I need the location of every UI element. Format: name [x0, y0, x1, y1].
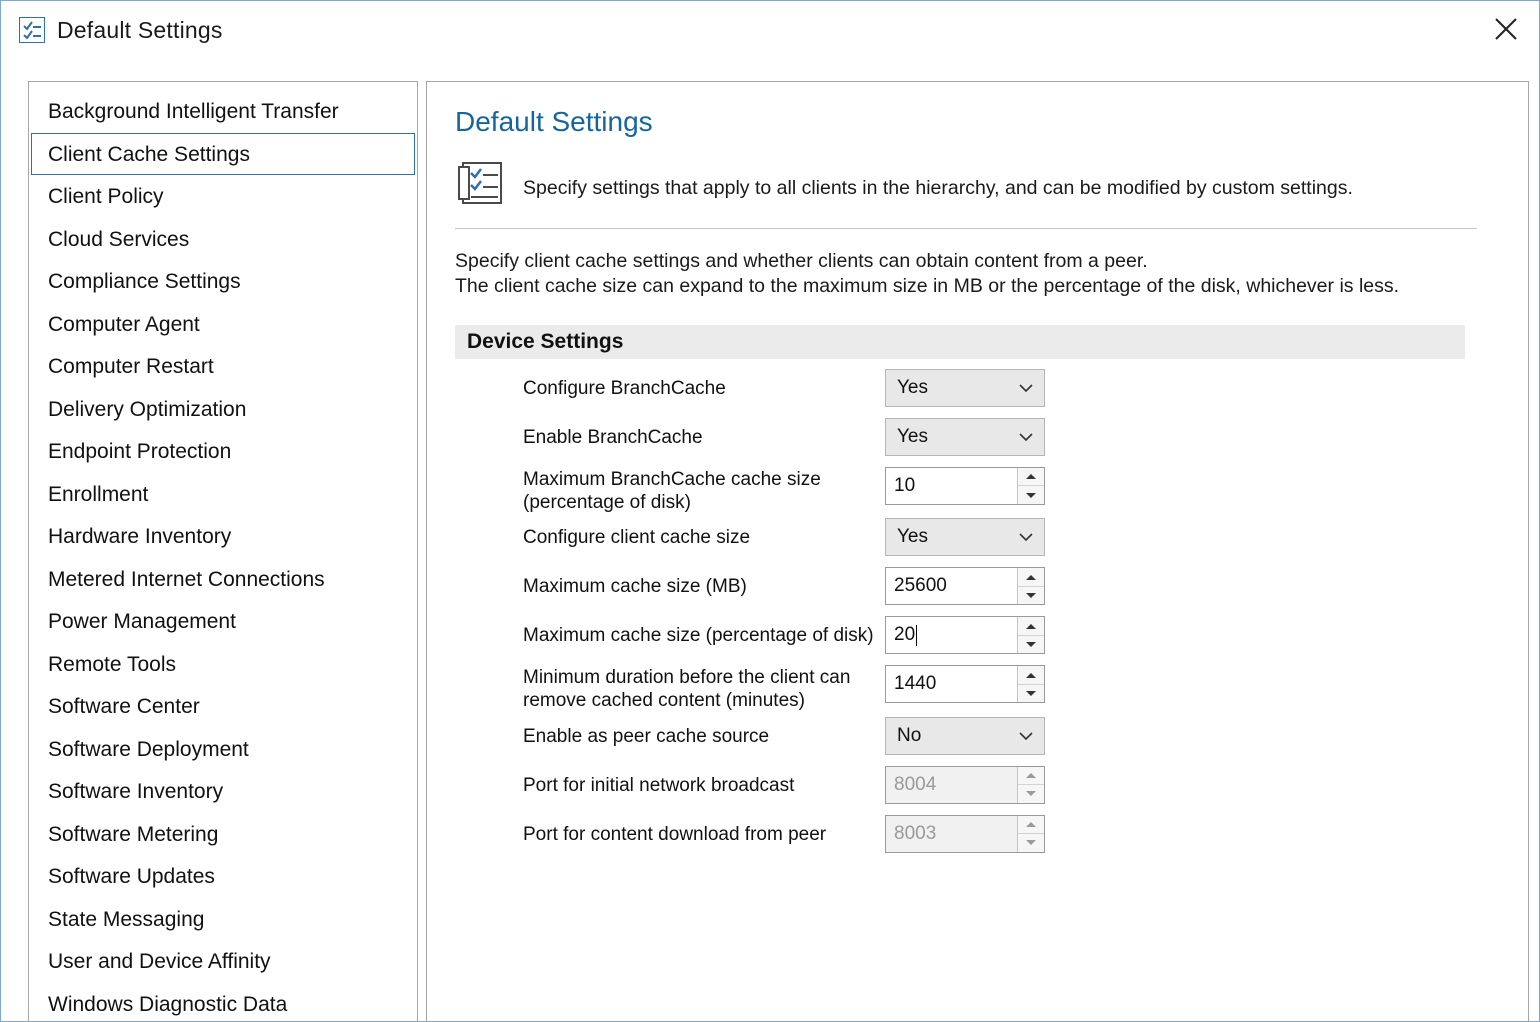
sidebar-item-label: Software Inventory: [48, 780, 224, 803]
sidebar-item-software-metering[interactable]: [31, 813, 415, 856]
sidebar-item-enrollment[interactable]: [31, 473, 415, 516]
sidebar-item-metered-internet-connections[interactable]: [31, 558, 415, 601]
sidebar-item-software-center[interactable]: [31, 685, 415, 728]
sidebar-item-label: Power Management: [48, 610, 236, 633]
spinner-value: 10: [894, 474, 916, 496]
sidebar-item-state-messaging[interactable]: [31, 898, 415, 941]
sidebar-item-label: User and Device Affinity: [48, 950, 271, 973]
setting-row-configure-client-cache-size: [455, 514, 1500, 563]
setting-control: [885, 762, 1045, 804]
sidebar-item-software-updates[interactable]: [31, 855, 415, 898]
sidebar-item-windows-diagnostic-data[interactable]: [31, 983, 415, 1022]
setting-control: [885, 811, 1045, 853]
setting-row-configure-branchcache: [455, 365, 1500, 414]
dropdown-enable-as-peer-cache-source[interactable]: [885, 717, 1045, 755]
spinner-maximum-cache-size-percentage-of-disk[interactable]: [885, 616, 1045, 654]
spinner-input[interactable]: [886, 617, 1017, 653]
triangle-down-icon: [1026, 493, 1036, 498]
sidebar-item-label: Software Metering: [48, 822, 219, 846]
triangle-up-icon: [1026, 673, 1036, 678]
sidebar-item-cloud-services[interactable]: [31, 218, 415, 261]
device-settings-group-header: Device Settings: [455, 325, 1465, 359]
sidebar-item-label: Enrollment: [48, 482, 149, 506]
setting-label: Minimum duration before the client can remove cached content (minutes): [523, 667, 851, 712]
page-title: Default Settings: [455, 106, 653, 137]
triangle-down-icon: [1026, 642, 1036, 647]
setting-row-port-for-content-download-from-peer: [455, 811, 1500, 860]
sidebar-item-user-and-device-affinity[interactable]: [31, 940, 415, 983]
dropdown-configure-client-cache-size[interactable]: [885, 518, 1045, 556]
sidebar-item-label: Computer Restart: [48, 355, 214, 378]
setting-label: Port for initial network broadcast: [523, 774, 795, 796]
setting-label: Configure client cache size: [523, 527, 751, 549]
sidebar-item-label: Delivery Optimization: [48, 397, 247, 421]
sidebar-item-label: Client Cache Settings: [48, 142, 250, 166]
spinner-maximum-branchcache-cache-size-percentage-of-disk[interactable]: [885, 467, 1045, 505]
sidebar-item-power-management[interactable]: [31, 600, 415, 643]
sidebar-item-label: Hardware Inventory: [48, 525, 232, 548]
pane-header-description: Specify settings that apply to all clients in the hierarchy, and can be modified by custom settings.: [523, 177, 1353, 199]
triangle-up-icon: [1026, 822, 1036, 827]
spinner-down-button: [1018, 785, 1044, 803]
triangle-up-icon: [1026, 474, 1036, 479]
close-icon: [1493, 16, 1519, 42]
dropdown-configure-branchcache[interactable]: [885, 369, 1045, 407]
settings-detail-pane: [426, 81, 1529, 1021]
spinner-up-button: [1018, 767, 1044, 786]
dropdown-value: No: [897, 724, 922, 746]
dropdown-value: Yes: [897, 376, 928, 398]
sidebar-item-client-policy[interactable]: [31, 175, 415, 218]
sidebar-item-software-inventory[interactable]: [31, 770, 415, 813]
sidebar-item-label: Compliance Settings: [48, 270, 241, 293]
setting-row-enable-branchcache: [455, 414, 1500, 463]
triangle-up-icon: [1026, 624, 1036, 629]
pane-header: [455, 160, 1500, 206]
setting-row-port-for-initial-network-broadcast: [455, 762, 1500, 811]
spinner-maximum-cache-size-mb[interactable]: [885, 567, 1045, 605]
setting-row-minimum-duration-before-the-client-can-remove-cached-content-minutes: [455, 661, 1500, 712]
spinner-value: 25600: [894, 575, 947, 597]
pane-description: [455, 249, 1500, 299]
triangle-down-icon: [1026, 791, 1036, 796]
title-bar: [1, 1, 1539, 59]
setting-row-enable-as-peer-cache-source: [455, 713, 1500, 762]
spinner-port-for-content-download-from-peer: [885, 815, 1045, 853]
spinner-input[interactable]: [886, 468, 1017, 504]
settings-list-icon: [455, 160, 509, 206]
sidebar-item-delivery-optimization[interactable]: [31, 388, 415, 431]
spinner-value: 20: [894, 624, 916, 646]
pane-description-line-2: The client cache size can expand to the maximum size in MB or the percentage of the disk, whichever is less.: [455, 274, 1400, 297]
spinner-input[interactable]: [886, 568, 1017, 604]
sidebar-item-label: Background Intelligent Transfer: [48, 100, 339, 123]
spinner-down-button[interactable]: [1018, 636, 1044, 654]
setting-label: Enable BranchCache: [523, 426, 703, 448]
triangle-down-icon: [1026, 691, 1036, 696]
chevron-down-icon: [1018, 526, 1034, 548]
setting-control: [885, 514, 1045, 556]
sidebar-item-label: Windows Diagnostic Data: [48, 992, 288, 1016]
setting-control: [885, 713, 1045, 755]
sidebar-item-compliance-settings[interactable]: [31, 260, 415, 303]
setting-label: Port for content download from peer: [523, 823, 827, 845]
spinner-down-button[interactable]: [1018, 486, 1044, 504]
sidebar-item-label: Client Policy: [48, 185, 164, 208]
setting-control: [885, 612, 1045, 654]
spinner-minimum-duration-before-the-client-can-remove-cached-content-minutes[interactable]: [885, 665, 1045, 703]
sidebar-item-label: Cloud Services: [48, 227, 190, 251]
spinner-down-button[interactable]: [1018, 587, 1044, 605]
settings-list: [455, 365, 1500, 860]
setting-label: Maximum BranchCache cache size (percentage of disk): [523, 468, 821, 514]
setting-row-maximum-cache-size-mb: [455, 563, 1500, 612]
sidebar-item-computer-restart[interactable]: [31, 345, 415, 388]
spinner-down-button[interactable]: [1018, 685, 1044, 703]
sidebar-item-hardware-inventory[interactable]: [31, 515, 415, 558]
spinner-input[interactable]: [886, 666, 1017, 702]
setting-label: Maximum cache size (MB): [523, 576, 747, 598]
setting-control: [885, 463, 1045, 505]
dropdown-value: Yes: [897, 425, 928, 447]
spinner-input: [886, 816, 1017, 852]
spinner-value: 8004: [894, 773, 937, 795]
spinner-up-button[interactable]: [1018, 666, 1044, 685]
spinner-value: 8003: [894, 822, 937, 844]
sidebar-item-software-deployment[interactable]: [31, 728, 415, 771]
text-caret: [916, 625, 917, 646]
spinner-buttons: [1017, 617, 1044, 653]
close-button[interactable]: [1473, 1, 1539, 57]
setting-row-maximum-cache-size-percentage-of-disk: [455, 612, 1500, 661]
sidebar-item-label: Remote Tools: [48, 652, 177, 676]
sidebar-item-endpoint-protection[interactable]: [31, 430, 415, 473]
setting-label: Configure BranchCache: [523, 377, 726, 399]
checklist-icon: [19, 17, 45, 43]
dropdown-value: Yes: [897, 526, 928, 548]
sidebar-item-label: Endpoint Protection: [48, 440, 232, 463]
spinner-buttons: [1017, 666, 1044, 702]
spinner-down-button: [1018, 834, 1044, 852]
sidebar-item-label: Software Updates: [48, 865, 215, 888]
chevron-down-icon: [1018, 725, 1034, 747]
spinner-buttons: [1017, 568, 1044, 604]
sidebar-item-label: Software Center: [48, 695, 200, 718]
spinner-buttons: [1017, 767, 1044, 803]
setting-control: [885, 365, 1045, 407]
sidebar-item-label: Software Deployment: [48, 737, 249, 761]
spinner-value: 1440: [894, 673, 937, 695]
setting-control: [885, 661, 1045, 703]
setting-row-maximum-branchcache-cache-size-percentage-of-disk: [455, 463, 1500, 514]
spinner-buttons: [1017, 468, 1044, 504]
triangle-down-icon: [1026, 593, 1036, 598]
sidebar-item-remote-tools[interactable]: [31, 643, 415, 686]
spinner-up-button[interactable]: [1018, 468, 1044, 487]
settings-category-list[interactable]: [28, 81, 418, 1021]
setting-label: Enable as peer cache source: [523, 725, 770, 747]
setting-control: [885, 414, 1045, 456]
spinner-up-button[interactable]: [1018, 617, 1044, 636]
setting-control: [885, 563, 1045, 605]
pane-description-line-1: Specify client cache settings and whether clients can obtain content from a peer.: [455, 250, 1148, 272]
sidebar-item-background-intelligent-transfer[interactable]: [31, 90, 415, 133]
window-content: [1, 59, 1539, 1021]
sidebar-item-client-cache-settings[interactable]: [31, 133, 415, 176]
window-title: Default Settings: [57, 16, 223, 43]
setting-label: Maximum cache size (percentage of disk): [523, 625, 874, 647]
triangle-up-icon: [1026, 773, 1036, 778]
sidebar-item-label: State Messaging: [48, 907, 205, 931]
chevron-down-icon: [1018, 377, 1034, 399]
chevron-down-icon: [1018, 426, 1034, 448]
sidebar-item-computer-agent[interactable]: [31, 303, 415, 346]
spinner-port-for-initial-network-broadcast: [885, 766, 1045, 804]
sidebar-item-label: Metered Internet Connections: [48, 567, 325, 591]
triangle-down-icon: [1026, 840, 1036, 845]
triangle-up-icon: [1026, 575, 1036, 580]
sidebar-item-label: Computer Agent: [48, 312, 200, 336]
header-divider: [455, 228, 1477, 229]
spinner-up-button: [1018, 816, 1044, 835]
spinner-input: [886, 767, 1017, 803]
dropdown-enable-branchcache[interactable]: [885, 418, 1045, 456]
spinner-buttons: [1017, 816, 1044, 852]
spinner-up-button[interactable]: [1018, 568, 1044, 587]
